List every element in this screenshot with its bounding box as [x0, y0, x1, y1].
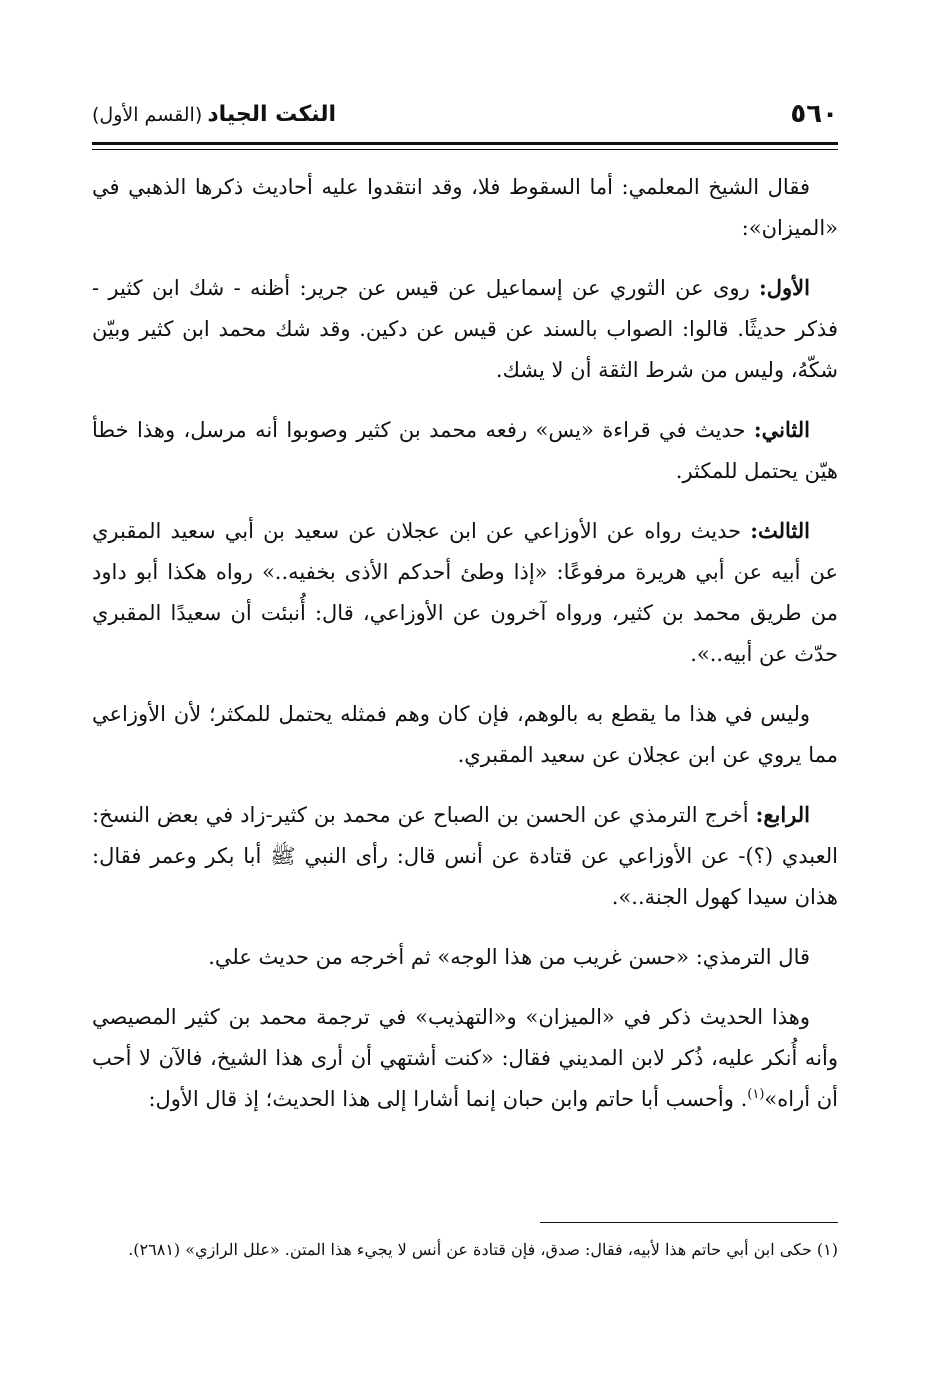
paragraph [92, 794, 838, 918]
paragraph [92, 693, 838, 776]
paragraph [92, 166, 838, 249]
book-part: (القسم الأول) [92, 103, 203, 126]
footnote-reference[interactable]: (١) [747, 1087, 765, 1102]
header-rule-thick [92, 142, 838, 145]
paragraph-text: وليس في هذا ما يقطع به بالوهم، فإن كان وهم فمثله يحتمل للمكثر؛ لأن الأوزاعي مما يروي عن ابن عجلان عن سعيد المقبري. [92, 702, 838, 767]
paragraph-text: حديث في قراءة «يس» رفعه محمد بن كثير وصوبوا أنه مرسل، وهذا خطأ هيّن يحتمل للمكثر. [92, 418, 838, 483]
header-rule-thin [92, 149, 838, 150]
paragraph-lead: الرابع: [755, 802, 810, 827]
book-heading [92, 102, 336, 127]
paragraph-lead: الثاني: [753, 417, 810, 442]
paragraph-text: فقال الشيخ المعلمي: أما السقوط فلا، وقد انتقدوا عليه أحاديث ذكرها الذهبي في «الميزان»: [92, 175, 838, 240]
paragraph [92, 409, 838, 492]
paragraph-text: أخرج الترمذي عن الحسن بن الصباح عن محمد بن كثير-زاد في بعض النسخ: العبدي (؟)- عن الأوزاعي عن قتادة عن أنس قال: رأى النبي ﷺ أبا بكر وعمر فقال: هذان سيدا كهول الجنة..». [92, 803, 838, 909]
paragraph [92, 936, 838, 978]
paragraph-text: روى عن الثوري عن إسماعيل عن قيس عن جرير: أظنه - شك ابن كثير - فذكر حديثًا. قالوا: الصواب بالسند عن قيس عن دكين. وقد شك محمد ابن كثير وبيّن شكّهُ، وليس من شرط الثقة أن لا يشك. [92, 276, 838, 382]
paragraph-text: وهذا الحديث ذكر في «الميزان» و«التهذيب» في ترجمة محمد بن كثير المصيصي وأنه أُنكر عليه، ذُكر لابن المديني فقال: «كنت أشتهي أن أرى هذا الشيخ، فالآن لا أحب أن أراه» [92, 1005, 838, 1111]
paragraph-lead: الأول: [759, 275, 810, 300]
paragraph-text: قال الترمذي: «حسن غريب من هذا الوجه» ثم أخرجه من حديث علي. [208, 945, 810, 969]
paragraph [92, 996, 838, 1120]
paragraph [92, 510, 838, 675]
paragraph-text-tail: . وأحسب أبا حاتم وابن حبان إنما أشارا إلى هذا الحديث؛ إذ قال الأول: [148, 1087, 748, 1111]
footnote: (١) حكى ابن أبي حاتم هذا لأبيه، فقال: صدق، فإن قتادة عن أنس لا يجيء هذا المتن. «علل الرازي» (٢٦٨١). [128, 1240, 838, 1259]
paragraph-lead: الثالث: [750, 518, 810, 543]
book-title: النكت الجياد [207, 101, 337, 127]
paragraph-text: حديث رواه عن الأوزاعي عن ابن عجلان عن سعيد بن أبي سعيد المقبري عن أبيه عن أبي هريرة مرفوعًا: «إذا وطئ أحدكم الأذى بخفيه..» رواه هكذا أبو داود من طريق محمد بن كثير، ورواه آخرون عن الأوزاعي، قال: أُنبئت أن سعيدًا المقبري حدّث عن أبيه..». [92, 519, 838, 666]
body-text [92, 166, 838, 1138]
paragraph [92, 267, 838, 391]
page-number: ٥٦٠ [790, 99, 838, 129]
footnote-rule [540, 1222, 838, 1223]
running-head [92, 92, 838, 136]
